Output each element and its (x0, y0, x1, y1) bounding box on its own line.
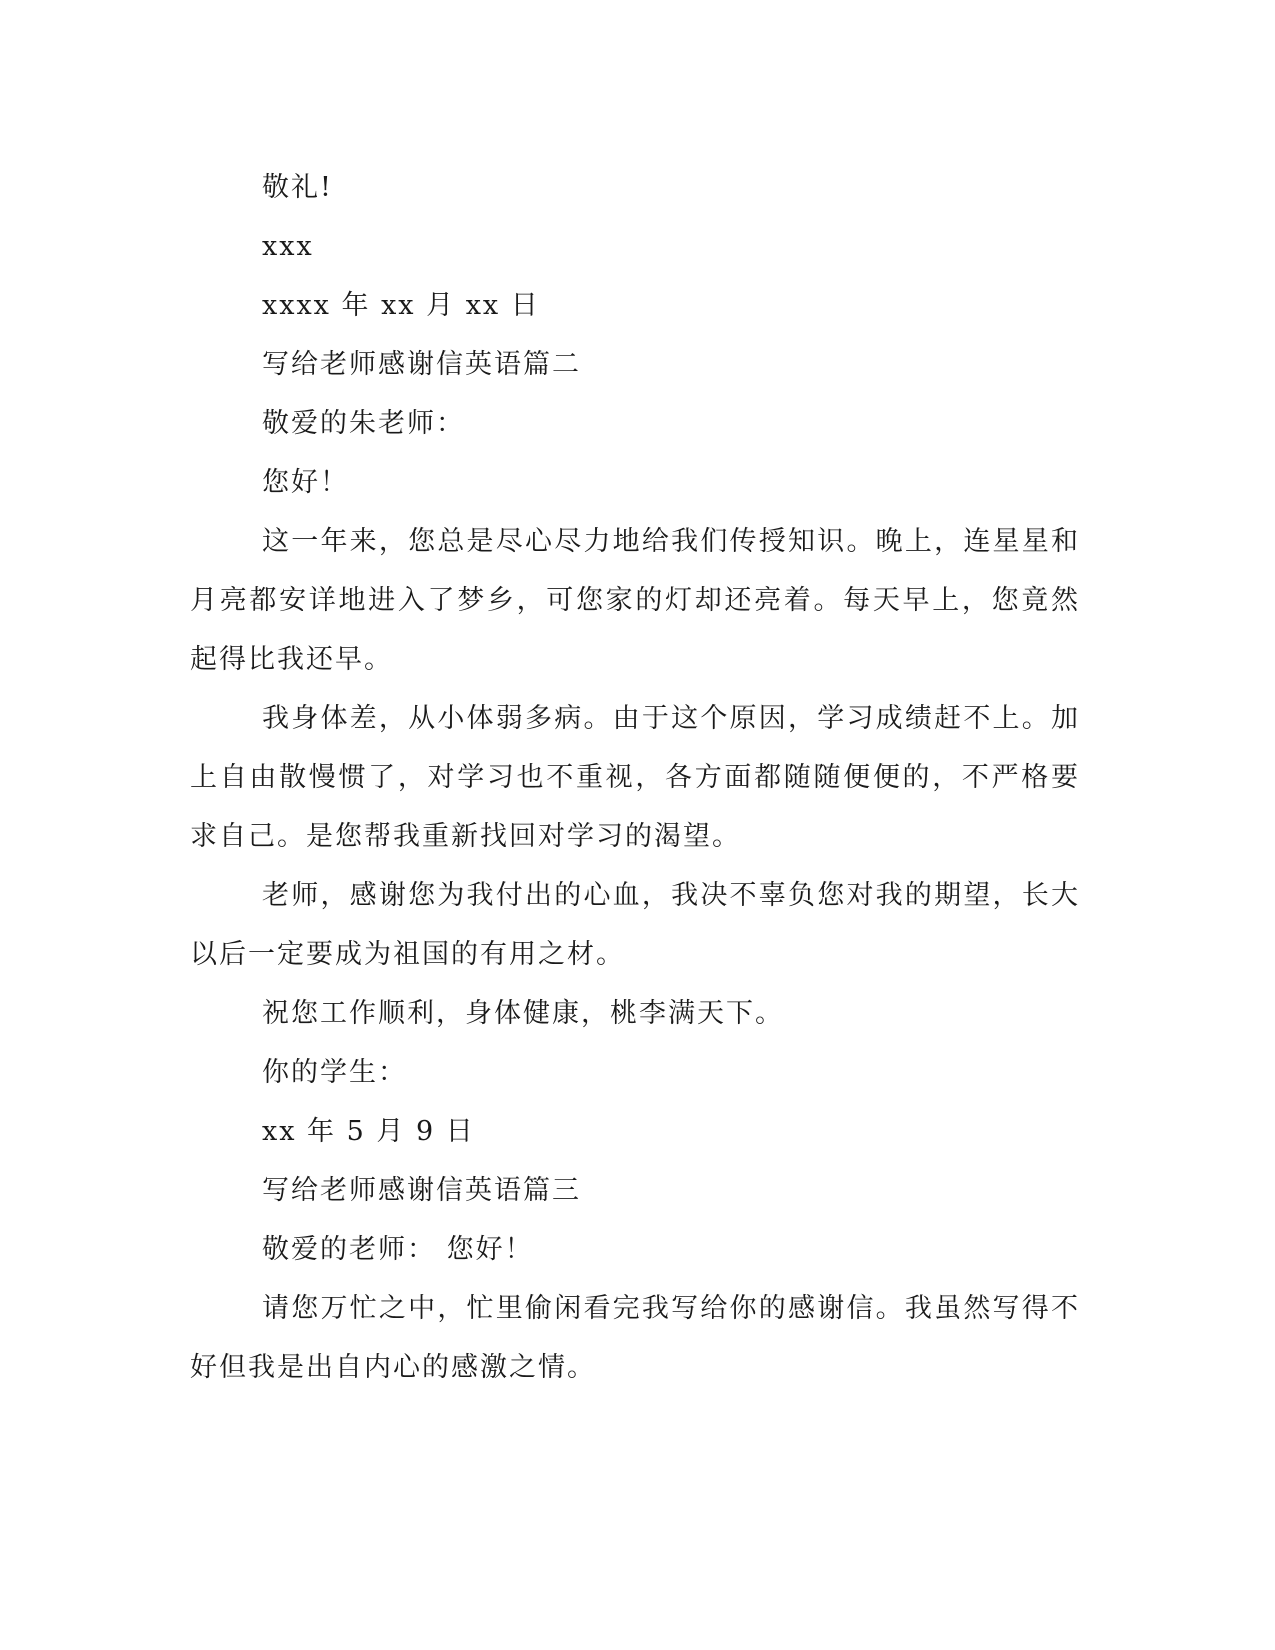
letter-two-paragraph: 我身体差，从小体弱多病。由于这个原因，学习成绩赶不上。加上自由散慢惯了，对学习也不重视，各方面都随随便便的，不严格要求自己。是您帮我重新找回对学习的渴望。 (190, 703, 1080, 852)
closing-signature: xxx (262, 231, 314, 262)
letter-two-greeting: 敬爱的朱老师： (262, 408, 465, 439)
letter-two-signoff: 你的学生： (262, 1057, 407, 1088)
section-heading-two: 写给老师感谢信英语篇二 (262, 349, 581, 380)
letter-two-hello: 您好！ (262, 467, 349, 498)
letter-two-paragraph: 老师，感谢您为我付出的心血，我决不辜负您对我的期望，长大以后一定要成为祖国的有用之材。 (190, 880, 1080, 970)
letter-three-greeting: 敬爱的老师： 您好！ (262, 1234, 534, 1265)
closing-salutation: 敬礼! (262, 172, 333, 203)
letter-two-paragraph: 这一年来，您总是尽心尽力地给我们传授知识。晚上，连星星和月亮都安详地进入了梦乡，可您家的灯却还亮着。每天早上，您竟然起得比我还早。 (190, 526, 1080, 675)
letter-two-wish: 祝您工作顺利，身体健康，桃李满天下。 (262, 998, 784, 1029)
closing-date: xxxx 年 xx 月 xx 日 (262, 290, 540, 321)
letter-body (190, 158, 1080, 1397)
letter-two-date: xx 年 5 月 9 日 (262, 1116, 475, 1147)
letter-three-paragraph: 请您万忙之中，忙里偷闲看完我写给你的感谢信。我虽然写得不好但我是出自内心的感激之情。 (190, 1293, 1080, 1383)
section-heading-three: 写给老师感谢信英语篇三 (262, 1175, 581, 1206)
